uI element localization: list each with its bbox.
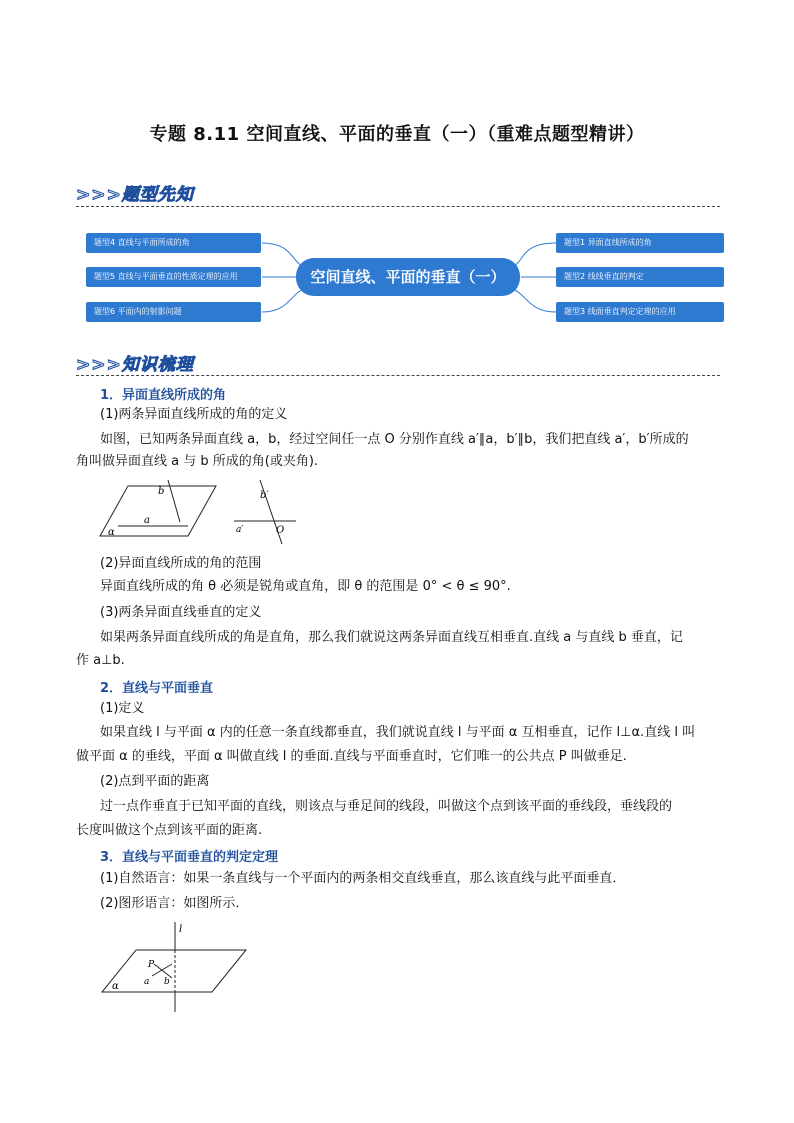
subheading-point-plane-dist: (2)点到平面的距离: [100, 774, 210, 789]
subheading-skew-def: (1)两条异面直线所成的角的定义: [100, 407, 288, 422]
mindmap-node-type4: 题型4 直线与平面所成的角: [86, 233, 261, 253]
mindmap-node-type1: 题型1 异面直线所成的角: [556, 233, 724, 253]
label-a-prime: a′: [236, 525, 244, 535]
mindmap-node-type2: 题型2 线线垂直的判定: [556, 267, 724, 287]
subheading-lp-def: (1)定义: [100, 701, 145, 716]
para-skew-def-l1: 如图，已知两条异面直线 a，b，经过空间任一点 O 分别作直线 a′∥a，b′∥b，我们把直线 a′，b′所成的: [100, 432, 689, 447]
section-divider: [76, 206, 720, 207]
label-alpha: α: [112, 981, 119, 992]
para-lp-def-l1: 如果直线 l 与平面 α 内的任意一条直线都垂直，我们就说直线 l 与平面 α 互相垂直，记作 l⊥α.直线 l 叫: [100, 725, 696, 740]
subheading-skew-perp: (3)两条异面直线垂直的定义: [100, 605, 262, 620]
para-skew-def-l2: 角叫做异面直线 a 与 b 所成的角(或夹角).: [76, 454, 319, 469]
label-p: P: [148, 960, 155, 970]
para-skew-range: 异面直线所成的角 θ 必须是锐角或直角，即 θ 的范围是 0° < θ ≤ 90°.: [100, 579, 511, 594]
label-a: a: [144, 977, 150, 987]
mindmap-center: 空间直线、平面的垂直（一）: [296, 258, 520, 296]
section-divider: [76, 375, 720, 376]
heading-line-plane-perp: 2．直线与平面垂直: [100, 681, 214, 696]
label-alpha: α: [108, 527, 115, 538]
heading-lp-theorem: 3．直线与平面垂直的判定定理: [100, 850, 279, 865]
figure-line-perp-plane: [96, 918, 256, 1014]
connector-line: [508, 288, 556, 312]
section-heading-knowledge: >>>知识梳理: [76, 355, 194, 375]
para-lp-def-l2: 做平面 α 的垂线，平面 α 叫做直线 l 的垂面.直线与平面垂直时，它们唯一的公共点 P 叫做垂足.: [76, 749, 627, 764]
mindmap-node-type3: 题型3 线面垂直判定定理的应用: [556, 302, 724, 322]
label-b: b: [158, 486, 165, 497]
mindmap-node-type5: 题型5 直线与平面垂直的性质定理的应用: [86, 267, 261, 287]
label-l: l: [179, 924, 183, 935]
subheading-skew-range: (2)异面直线所成的角的范围: [100, 556, 262, 571]
label-b: b: [164, 977, 170, 987]
figure-skew-lines: [96, 478, 316, 548]
label-b-prime: b′: [260, 490, 269, 501]
para-skew-perp-l2: 作 a⊥b.: [76, 653, 125, 668]
para-theorem-natural: (1)自然语言：如果一条直线与一个平面内的两条相交直线垂直，那么该直线与此平面垂直．: [100, 871, 626, 886]
page-title: 专题 8.11 空间直线、平面的垂直（一）（重难点题型精讲）: [149, 124, 645, 145]
connector-line: [262, 288, 308, 312]
plane-alpha: [102, 950, 246, 992]
para-dist-l1: 过一点作垂直于已知平面的直线，则该点与垂足间的线段，叫做这个点到该平面的垂线段，垂线段的: [100, 799, 673, 814]
section-heading-types: >>>题型先知: [76, 185, 194, 205]
para-theorem-figure: (2)图形语言：如图所示．: [100, 896, 249, 911]
para-dist-l2: 长度叫做这个点到该平面的距离.: [76, 823, 263, 838]
para-skew-perp-l1: 如果两条异面直线所成的角是直角，那么我们就说这两条异面直线互相垂直.直线 a 与直线 b 垂直，记: [100, 630, 683, 645]
mindmap-node-type6: 题型6 平面内的射影问题: [86, 302, 261, 322]
label-o: O: [276, 525, 285, 536]
heading-skew-angle: 1．异面直线所成的角: [100, 388, 227, 403]
label-a: a: [144, 515, 150, 526]
